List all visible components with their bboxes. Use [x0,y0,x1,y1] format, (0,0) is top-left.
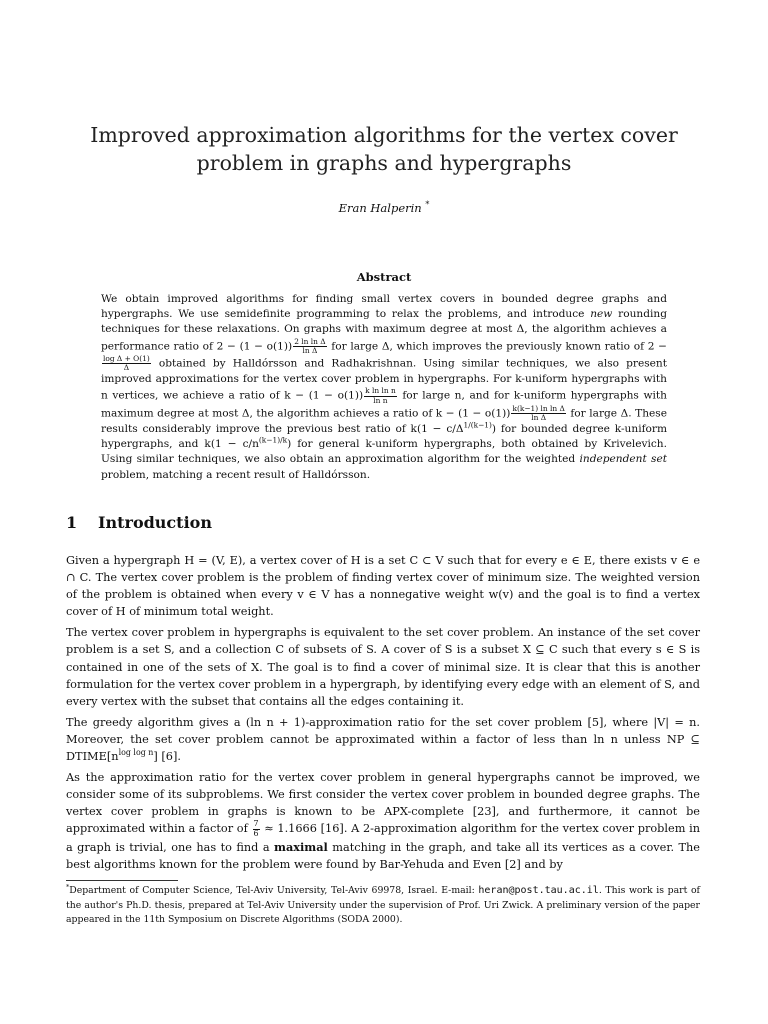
footnote-rule [66,880,178,881]
abstract-text: obtained by Halldórsson and Radhakrishnan. Using similar techniques, we also present improved approximations for the vertex cover problem in hypergraphs. For k-uniform hypergraphs with n vertices, we achieve a ratio of k − (1 − o(1)) [101,357,667,403]
body-text: ≈ 1.1666 [16]. A 2-approximation algorithm for the vertex cover problem in a graph is trivial, one has to find a [66,822,700,854]
abstract-text: We obtain improved algorithms for finding small vertex covers in bounded degree graphs and hypergraphs. We use semidefinite programming to relax the problems, and introduce [101,293,667,321]
footnote-text: . This work is part of the author's Ph.D. thesis, prepared at Tel-Aviv University under the supervision of Prof. Uri Zwick. A preliminary version of the paper appeared in the 11th Symposium on Discrete Algorithms (SODA 2000). [66,885,700,925]
abstract-text: rounding techniques for these relaxations. On graphs with maximum degree at most Δ, the algorithm achieves a performance ratio of 2 − (1 − o(1)) [101,308,668,353]
author-line [0,201,768,215]
fraction [364,387,397,404]
superscript: 1/(k−1) [463,420,492,430]
abstract-text: for large Δ. These results considerably improve the previous best ratio of k(1 − c/Δ [101,407,667,436]
author-name: Eran Halperin [338,201,422,215]
body-paragraph: Given a hypergraph H = (V, E), a vertex cover of H is a set C ⊂ V such that for every e ∈ E, there exists v ∈ e ∩ C. The vertex cover problem is the problem of finding vertex cover of minimum size. The weighted version of the problem is obtained when every v ∈ V has a nonnegative weight w(v) and the goal is to find a vertex cover of H of minimum total weight. [66,554,700,619]
body-text: matching in the graph, and take all its vertices as a cover. The best algorithms known for the problem were found by Bar-Yehuda and Even [2] and by [66,840,700,871]
introduction-body [66,552,700,877]
abstract-text: for large Δ, which improves the previously known ratio of 2 − [327,340,667,353]
abstract-emphasis: new [590,308,613,321]
section-title: Introduction [98,513,212,532]
section-number: 1 [66,513,78,532]
abstract-body [101,292,667,483]
author-footnote-mark: * [425,200,430,210]
abstract-text: ) for general k-uniform hypergraphs, both obtained by Krivelevich. Using similar techniques, we also obtain an approximation algorithm for the weighted [101,438,667,466]
superscript: log log n [118,748,154,758]
abstract-emphasis: independent set [579,453,667,466]
abstract-text: for large n, and for k-uniform hypergraphs with maximum degree at most Δ, the algorithm achieves a ratio of k − (1 − o(1)) [101,390,667,420]
abstract-text: problem, matching a recent result of Halldórsson. [101,468,371,481]
body-paragraph [66,624,700,709]
fraction-denominator: ln n [373,395,388,405]
footnote [66,884,700,928]
fraction-numerator: 7 [253,819,259,829]
fraction-denominator: 6 [253,829,259,839]
body-text: The vertex cover problem in hypergraphs is equivalent to the set cover problem. An instance of the set cover problem is a set S, and a collection C of subsets of S. A cover of S is a subset X ⊆ C such that every s ∈ S is contained in one of the sets of X. The goal is to find a cover of minimal size. It is clear that this is another formulation for the vertex cover problem in a hypergraph, by identifying every edge with an element of S, and every vertex with the subset that contains all the edges containing it. [66,626,700,708]
fraction-denominator: Δ [123,363,130,373]
body-text: The greedy algorithm gives a (ln n + 1)-approximation ratio for the set cover problem [5], where |V| = n. Moreover, the set cover problem cannot be approximated within a factor of less than ln n unless NP ⊆ DTIME[n [66,715,700,764]
paper-title: Improved approximation algorithms for the vertex cover problem in graphs and hypergraphs [90,123,678,175]
fraction [253,820,260,838]
section-heading [66,513,212,532]
body-paragraph [66,714,700,765]
abstract-text: ) for bounded degree k-uniform hypergraphs, and k(1 − c/n [101,423,667,451]
fraction-numerator: k(k−1) ln ln Δ [512,403,565,413]
abstract-heading: Abstract [356,270,412,284]
bold-term: maximal [273,839,328,854]
footnote-mark: * [66,882,70,891]
footnote-text: Department of Computer Science, Tel-Aviv University, Tel-Aviv 69978, Israel. E-mail: [69,885,479,896]
fraction-numerator: log Δ + O(1) [103,353,150,363]
body-text: As the approximation ratio for the vertex cover problem in general hypergraphs cannot be improved, we consider some of its subproblems. We first consider the vertex cover problem in bounded degree graphs. The vertex cover problem in graphs is known to be APX-complete [23], and furthermore, it cannot be approximated within a factor of [66,771,700,836]
body-paragraph [66,769,700,873]
superscript: (k−1)/k [258,435,288,445]
fraction [511,405,565,422]
fraction-numerator: 2 ln ln Δ [294,336,326,346]
fraction [102,355,151,372]
fraction [293,338,326,355]
fraction-denominator: ln Δ [531,412,547,422]
body-text: ] [6]. [153,750,181,764]
email-text: heran@post.tau.ac.il [478,885,599,896]
fraction-denominator: ln Δ [302,345,318,355]
footnote-paragraph [66,884,700,928]
abstract-paragraph [101,292,667,483]
fraction-numerator: k ln ln n [365,386,396,396]
